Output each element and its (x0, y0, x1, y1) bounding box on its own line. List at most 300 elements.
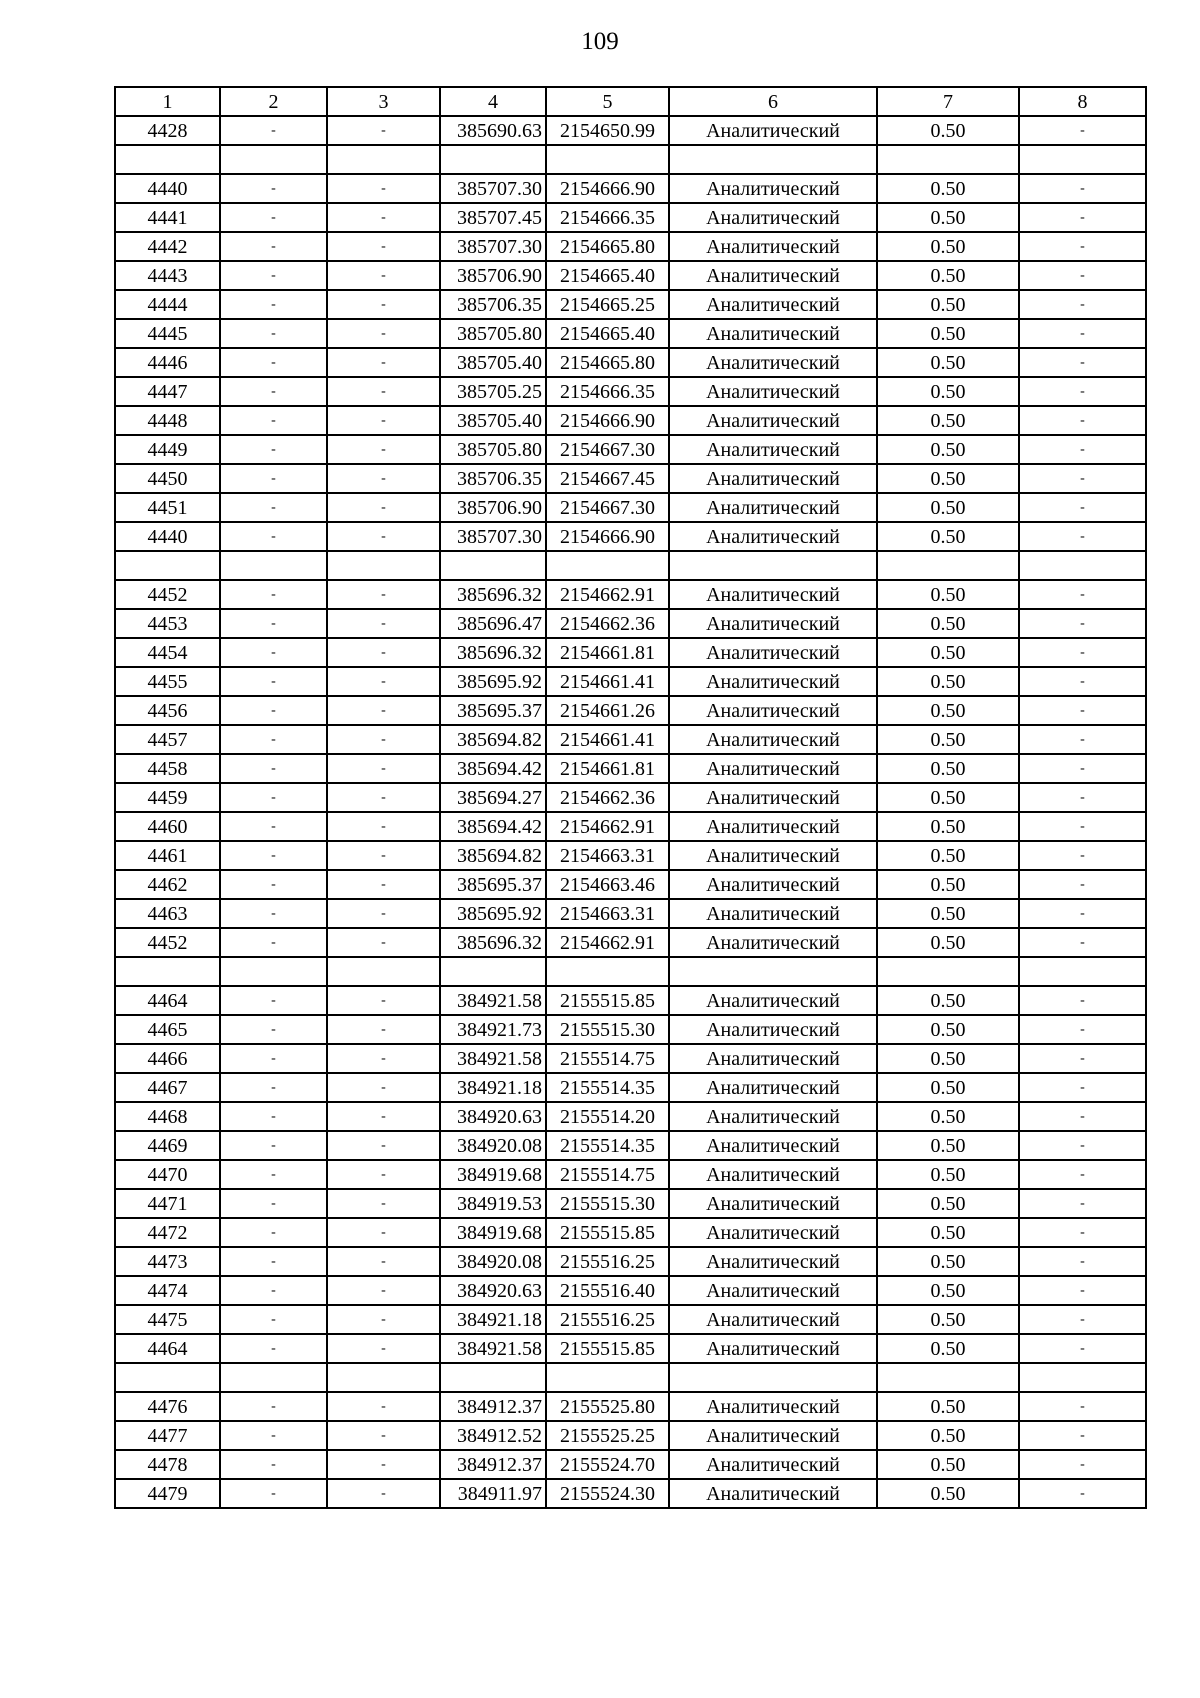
cell-y-coordinate: 2154650.99 (546, 116, 669, 145)
cell-accuracy: 0.50 (877, 638, 1019, 667)
cell-y-coordinate: 2155515.85 (546, 986, 669, 1015)
header-cell: 2 (220, 87, 327, 116)
cell-x-coordinate: 385705.40 (440, 406, 546, 435)
cell-col-8: - (1019, 1218, 1146, 1247)
cell-col-8: - (1019, 1102, 1146, 1131)
cell-col-8: - (1019, 493, 1146, 522)
table-row (115, 870, 1146, 899)
cell-col-2: - (220, 203, 327, 232)
cell-point-number: 4477 (115, 1421, 220, 1450)
cell-y-coordinate: 2154665.80 (546, 232, 669, 261)
header-cell: 4 (440, 87, 546, 116)
cell-method: Аналитический (669, 1015, 877, 1044)
cell-accuracy: 0.50 (877, 174, 1019, 203)
cell-accuracy: 0.50 (877, 580, 1019, 609)
cell-point-number: 4471 (115, 1189, 220, 1218)
cell-x-coordinate: 384921.58 (440, 1334, 546, 1363)
cell-x-coordinate: 385690.63 (440, 116, 546, 145)
cell-point-number: 4449 (115, 435, 220, 464)
cell-col-2: - (220, 174, 327, 203)
cell-col-2: - (220, 1421, 327, 1450)
cell-x-coordinate: 384920.08 (440, 1131, 546, 1160)
table-row (115, 464, 1146, 493)
cell-y-coordinate: 2155515.85 (546, 1334, 669, 1363)
table-row (115, 1015, 1146, 1044)
cell-method: Аналитический (669, 899, 877, 928)
cell-col-2: - (220, 580, 327, 609)
cell-col-3 (327, 1363, 440, 1392)
cell-col-3: - (327, 1102, 440, 1131)
cell-y-coordinate: 2155524.30 (546, 1479, 669, 1508)
cell-col-8: - (1019, 1015, 1146, 1044)
cell-accuracy: 0.50 (877, 667, 1019, 696)
table-row (115, 174, 1146, 203)
cell-col-2 (220, 1363, 327, 1392)
cell-y-coordinate (546, 957, 669, 986)
cell-col-8: - (1019, 841, 1146, 870)
cell-method: Аналитический (669, 1160, 877, 1189)
cell-method: Аналитический (669, 493, 877, 522)
cell-col-3: - (327, 1015, 440, 1044)
cell-x-coordinate: 385705.25 (440, 377, 546, 406)
cell-col-3: - (327, 638, 440, 667)
cell-y-coordinate: 2154666.90 (546, 522, 669, 551)
page-number: 109 (581, 28, 619, 55)
header-cell: 5 (546, 87, 669, 116)
cell-col-2: - (220, 1160, 327, 1189)
cell-x-coordinate: 385694.27 (440, 783, 546, 812)
cell-col-8 (1019, 551, 1146, 580)
cell-accuracy: 0.50 (877, 493, 1019, 522)
cell-col-2: - (220, 667, 327, 696)
table-row (115, 493, 1146, 522)
cell-accuracy: 0.50 (877, 261, 1019, 290)
cell-x-coordinate: 384919.68 (440, 1160, 546, 1189)
cell-col-8: - (1019, 203, 1146, 232)
cell-col-3: - (327, 319, 440, 348)
cell-accuracy: 0.50 (877, 464, 1019, 493)
cell-col-8: - (1019, 609, 1146, 638)
cell-x-coordinate: 384912.37 (440, 1450, 546, 1479)
cell-point-number: 4448 (115, 406, 220, 435)
cell-col-2: - (220, 232, 327, 261)
cell-accuracy: 0.50 (877, 1189, 1019, 1218)
cell-col-2: - (220, 319, 327, 348)
cell-point-number: 4462 (115, 870, 220, 899)
table-row (115, 1102, 1146, 1131)
cell-col-8: - (1019, 261, 1146, 290)
cell-method: Аналитический (669, 1305, 877, 1334)
cell-point-number: 4452 (115, 928, 220, 957)
cell-accuracy: 0.50 (877, 116, 1019, 145)
cell-accuracy: 0.50 (877, 319, 1019, 348)
cell-col-2: - (220, 1131, 327, 1160)
cell-x-coordinate: 385707.45 (440, 203, 546, 232)
table-row (115, 1392, 1146, 1421)
cell-method: Аналитический (669, 1247, 877, 1276)
cell-accuracy (877, 551, 1019, 580)
cell-x-coordinate (440, 1363, 546, 1392)
cell-accuracy: 0.50 (877, 1218, 1019, 1247)
cell-point-number: 4447 (115, 377, 220, 406)
cell-col-2: - (220, 638, 327, 667)
cell-method: Аналитический (669, 1218, 877, 1247)
cell-point-number: 4445 (115, 319, 220, 348)
cell-accuracy: 0.50 (877, 1160, 1019, 1189)
cell-col-3: - (327, 1073, 440, 1102)
table-row (115, 377, 1146, 406)
table-row (115, 145, 1146, 174)
cell-col-2: - (220, 696, 327, 725)
cell-x-coordinate: 385694.42 (440, 754, 546, 783)
cell-col-3: - (327, 899, 440, 928)
cell-accuracy: 0.50 (877, 754, 1019, 783)
cell-col-2 (220, 145, 327, 174)
cell-y-coordinate: 2154663.46 (546, 870, 669, 899)
cell-col-2: - (220, 609, 327, 638)
table-row (115, 319, 1146, 348)
cell-col-8: - (1019, 928, 1146, 957)
cell-col-2: - (220, 1102, 327, 1131)
cell-col-8: - (1019, 1479, 1146, 1508)
cell-col-8: - (1019, 1305, 1146, 1334)
cell-point-number: 4442 (115, 232, 220, 261)
cell-x-coordinate: 385705.40 (440, 348, 546, 377)
table-row (115, 696, 1146, 725)
cell-y-coordinate: 2154663.31 (546, 841, 669, 870)
cell-x-coordinate (440, 145, 546, 174)
cell-col-8: - (1019, 464, 1146, 493)
cell-point-number: 4473 (115, 1247, 220, 1276)
cell-method: Аналитический (669, 319, 877, 348)
cell-point-number: 4428 (115, 116, 220, 145)
cell-x-coordinate: 385705.80 (440, 319, 546, 348)
table-row (115, 1044, 1146, 1073)
table-row (115, 348, 1146, 377)
cell-method: Аналитический (669, 1479, 877, 1508)
header-cell: 7 (877, 87, 1019, 116)
table-row (115, 1363, 1146, 1392)
cell-col-8: - (1019, 638, 1146, 667)
cell-method: Аналитический (669, 667, 877, 696)
cell-col-2: - (220, 261, 327, 290)
cell-col-8: - (1019, 899, 1146, 928)
cell-col-2: - (220, 522, 327, 551)
cell-col-3: - (327, 290, 440, 319)
cell-col-2: - (220, 1247, 327, 1276)
table-row (115, 551, 1146, 580)
cell-point-number: 4461 (115, 841, 220, 870)
cell-x-coordinate: 384920.63 (440, 1102, 546, 1131)
cell-method: Аналитический (669, 580, 877, 609)
cell-method (669, 551, 877, 580)
cell-x-coordinate: 385694.42 (440, 812, 546, 841)
cell-x-coordinate: 385695.37 (440, 870, 546, 899)
table-row (115, 667, 1146, 696)
cell-method: Аналитический (669, 1421, 877, 1450)
cell-point-number: 4465 (115, 1015, 220, 1044)
cell-col-3: - (327, 1450, 440, 1479)
cell-point-number: 4440 (115, 174, 220, 203)
cell-accuracy: 0.50 (877, 1450, 1019, 1479)
cell-method: Аналитический (669, 609, 877, 638)
table-row (115, 522, 1146, 551)
cell-col-3: - (327, 1247, 440, 1276)
cell-col-2: - (220, 1334, 327, 1363)
cell-x-coordinate: 385695.92 (440, 899, 546, 928)
cell-accuracy: 0.50 (877, 1102, 1019, 1131)
cell-method (669, 1363, 877, 1392)
cell-col-2: - (220, 1450, 327, 1479)
cell-x-coordinate: 384921.73 (440, 1015, 546, 1044)
cell-col-2: - (220, 725, 327, 754)
header-cell: 8 (1019, 87, 1146, 116)
cell-method: Аналитический (669, 1189, 877, 1218)
cell-col-3: - (327, 667, 440, 696)
cell-col-8: - (1019, 377, 1146, 406)
cell-col-2: - (220, 464, 327, 493)
cell-method: Аналитический (669, 1392, 877, 1421)
cell-y-coordinate: 2154666.35 (546, 203, 669, 232)
cell-point-number: 4478 (115, 1450, 220, 1479)
table-body (115, 116, 1146, 1508)
cell-col-3: - (327, 1131, 440, 1160)
cell-point-number: 4441 (115, 203, 220, 232)
table-row (115, 1334, 1146, 1363)
cell-col-3: - (327, 1479, 440, 1508)
cell-col-2: - (220, 783, 327, 812)
cell-method: Аналитический (669, 232, 877, 261)
cell-col-3: - (327, 435, 440, 464)
table-row (115, 1247, 1146, 1276)
cell-x-coordinate: 385696.32 (440, 928, 546, 957)
cell-col-2: - (220, 986, 327, 1015)
cell-col-8 (1019, 957, 1146, 986)
cell-accuracy (877, 957, 1019, 986)
cell-col-3: - (327, 203, 440, 232)
cell-method: Аналитический (669, 696, 877, 725)
cell-method: Аналитический (669, 783, 877, 812)
cell-point-number: 4468 (115, 1102, 220, 1131)
cell-y-coordinate: 2154661.26 (546, 696, 669, 725)
cell-col-2 (220, 957, 327, 986)
cell-col-3: - (327, 928, 440, 957)
cell-accuracy: 0.50 (877, 783, 1019, 812)
cell-point-number (115, 957, 220, 986)
cell-col-3: - (327, 464, 440, 493)
cell-accuracy: 0.50 (877, 1276, 1019, 1305)
cell-method: Аналитический (669, 116, 877, 145)
cell-y-coordinate: 2154662.36 (546, 783, 669, 812)
cell-method: Аналитический (669, 1102, 877, 1131)
cell-point-number: 4466 (115, 1044, 220, 1073)
cell-col-8: - (1019, 1276, 1146, 1305)
cell-col-8: - (1019, 319, 1146, 348)
cell-col-8: - (1019, 1247, 1146, 1276)
cell-y-coordinate: 2155514.35 (546, 1073, 669, 1102)
cell-y-coordinate: 2154665.25 (546, 290, 669, 319)
cell-y-coordinate: 2154662.91 (546, 812, 669, 841)
cell-point-number: 4454 (115, 638, 220, 667)
cell-col-8: - (1019, 174, 1146, 203)
cell-method: Аналитический (669, 435, 877, 464)
cell-col-3: - (327, 841, 440, 870)
cell-point-number: 4479 (115, 1479, 220, 1508)
table-row (115, 783, 1146, 812)
table-row (115, 261, 1146, 290)
cell-method: Аналитический (669, 377, 877, 406)
cell-col-3: - (327, 1044, 440, 1073)
cell-col-8: - (1019, 754, 1146, 783)
cell-accuracy: 0.50 (877, 1392, 1019, 1421)
cell-y-coordinate: 2155516.25 (546, 1247, 669, 1276)
cell-method: Аналитический (669, 464, 877, 493)
cell-point-number: 4464 (115, 986, 220, 1015)
cell-accuracy: 0.50 (877, 1334, 1019, 1363)
cell-point-number: 4451 (115, 493, 220, 522)
cell-col-2: - (220, 290, 327, 319)
cell-col-3: - (327, 116, 440, 145)
cell-col-8: - (1019, 1189, 1146, 1218)
cell-x-coordinate: 385706.35 (440, 290, 546, 319)
table-row (115, 1450, 1146, 1479)
cell-x-coordinate: 384919.68 (440, 1218, 546, 1247)
table-row (115, 725, 1146, 754)
cell-col-3 (327, 551, 440, 580)
cell-col-8: - (1019, 435, 1146, 464)
table-row (115, 1189, 1146, 1218)
cell-method: Аналитический (669, 203, 877, 232)
cell-col-3: - (327, 725, 440, 754)
table-row (115, 406, 1146, 435)
table-row (115, 435, 1146, 464)
cell-y-coordinate: 2154661.81 (546, 638, 669, 667)
cell-col-3: - (327, 261, 440, 290)
cell-x-coordinate: 384921.58 (440, 1044, 546, 1073)
cell-point-number: 4470 (115, 1160, 220, 1189)
cell-method: Аналитический (669, 928, 877, 957)
cell-col-8: - (1019, 1421, 1146, 1450)
cell-y-coordinate: 2155514.75 (546, 1044, 669, 1073)
cell-method: Аналитический (669, 1131, 877, 1160)
cell-col-2: - (220, 1073, 327, 1102)
cell-y-coordinate: 2154666.35 (546, 377, 669, 406)
cell-x-coordinate: 384919.53 (440, 1189, 546, 1218)
cell-col-2: - (220, 377, 327, 406)
cell-accuracy: 0.50 (877, 986, 1019, 1015)
cell-accuracy: 0.50 (877, 203, 1019, 232)
cell-accuracy: 0.50 (877, 609, 1019, 638)
cell-y-coordinate: 2154666.90 (546, 174, 669, 203)
cell-col-2: - (220, 493, 327, 522)
cell-accuracy: 0.50 (877, 841, 1019, 870)
cell-y-coordinate: 2154667.30 (546, 435, 669, 464)
cell-col-2: - (220, 899, 327, 928)
cell-x-coordinate: 384920.08 (440, 1247, 546, 1276)
cell-col-8: - (1019, 783, 1146, 812)
cell-col-8: - (1019, 290, 1146, 319)
cell-x-coordinate: 385696.32 (440, 638, 546, 667)
cell-x-coordinate: 385707.30 (440, 174, 546, 203)
cell-accuracy: 0.50 (877, 870, 1019, 899)
cell-x-coordinate: 385705.80 (440, 435, 546, 464)
cell-x-coordinate: 385694.82 (440, 725, 546, 754)
cell-method: Аналитический (669, 1276, 877, 1305)
cell-point-number: 4463 (115, 899, 220, 928)
cell-col-3: - (327, 1392, 440, 1421)
cell-method (669, 957, 877, 986)
cell-y-coordinate: 2155525.80 (546, 1392, 669, 1421)
cell-method: Аналитический (669, 841, 877, 870)
cell-point-number: 4452 (115, 580, 220, 609)
cell-col-8: - (1019, 1160, 1146, 1189)
cell-col-2: - (220, 1305, 327, 1334)
cell-col-8: - (1019, 667, 1146, 696)
cell-accuracy: 0.50 (877, 696, 1019, 725)
cell-col-8: - (1019, 725, 1146, 754)
cell-accuracy: 0.50 (877, 1247, 1019, 1276)
cell-col-3: - (327, 580, 440, 609)
cell-x-coordinate: 385707.30 (440, 522, 546, 551)
cell-accuracy (877, 145, 1019, 174)
cell-col-2: - (220, 1218, 327, 1247)
cell-y-coordinate: 2155514.75 (546, 1160, 669, 1189)
cell-col-8: - (1019, 870, 1146, 899)
table-row (115, 638, 1146, 667)
cell-y-coordinate: 2155525.25 (546, 1421, 669, 1450)
cell-method: Аналитический (669, 261, 877, 290)
table-row (115, 841, 1146, 870)
cell-y-coordinate: 2155515.85 (546, 1218, 669, 1247)
cell-point-number: 4444 (115, 290, 220, 319)
cell-method: Аналитический (669, 638, 877, 667)
table-row (115, 290, 1146, 319)
cell-col-3: - (327, 812, 440, 841)
cell-point-number: 4446 (115, 348, 220, 377)
cell-col-8: - (1019, 116, 1146, 145)
cell-col-2: - (220, 812, 327, 841)
header-cell: 1 (115, 87, 220, 116)
cell-y-coordinate: 2154662.91 (546, 580, 669, 609)
table-row (115, 1276, 1146, 1305)
cell-accuracy: 0.50 (877, 377, 1019, 406)
cell-col-8: - (1019, 1044, 1146, 1073)
cell-col-3: - (327, 870, 440, 899)
cell-col-2: - (220, 1479, 327, 1508)
cell-accuracy: 0.50 (877, 435, 1019, 464)
cell-x-coordinate: 384921.18 (440, 1305, 546, 1334)
cell-col-2: - (220, 841, 327, 870)
cell-col-8: - (1019, 1131, 1146, 1160)
cell-accuracy: 0.50 (877, 928, 1019, 957)
cell-accuracy: 0.50 (877, 232, 1019, 261)
cell-method: Аналитический (669, 725, 877, 754)
cell-col-8: - (1019, 348, 1146, 377)
cell-point-number: 4450 (115, 464, 220, 493)
cell-x-coordinate (440, 957, 546, 986)
table-row (115, 928, 1146, 957)
table-row (115, 1421, 1146, 1450)
cell-y-coordinate (546, 551, 669, 580)
cell-method: Аналитический (669, 812, 877, 841)
cell-point-number: 4459 (115, 783, 220, 812)
cell-col-3: - (327, 1218, 440, 1247)
cell-y-coordinate: 2154667.30 (546, 493, 669, 522)
cell-col-8: - (1019, 232, 1146, 261)
cell-col-8: - (1019, 986, 1146, 1015)
cell-x-coordinate: 385707.30 (440, 232, 546, 261)
cell-x-coordinate: 385696.32 (440, 580, 546, 609)
